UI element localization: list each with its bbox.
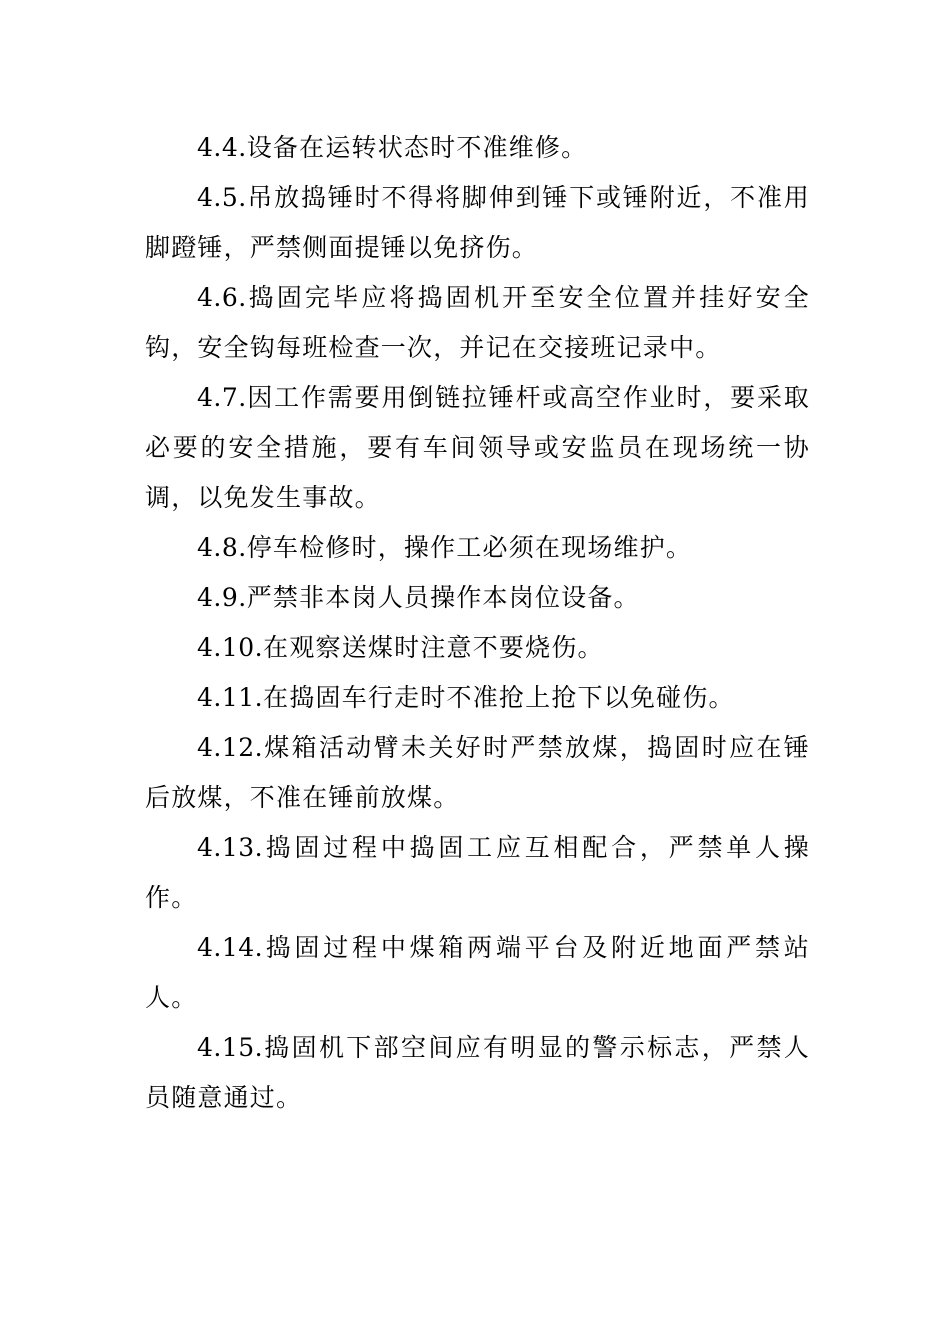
paragraph-text: 捣固过程中捣固工应互相配合，严禁单人操作。: [145, 833, 810, 912]
paragraph-4-8: [145, 523, 810, 573]
paragraph-text: 设备在运转状态时不准维修。: [246, 133, 588, 162]
paragraph-number: 4.14.: [197, 933, 264, 962]
document-body: [145, 123, 810, 1123]
paragraph-4-9: [145, 573, 810, 623]
paragraph-number: 4.12.: [197, 733, 264, 762]
paragraph-4-4: [145, 123, 810, 173]
paragraph-4-15: [145, 1023, 810, 1123]
paragraph-text: 捣固过程中煤箱两端平台及附近地面严禁站人。: [145, 933, 810, 1012]
paragraph-number: 4.4.: [197, 133, 247, 162]
paragraph-4-7: [145, 373, 810, 523]
paragraph-number: 4.15.: [197, 1033, 264, 1062]
paragraph-4-13: [145, 823, 810, 923]
paragraph-4-10: [145, 623, 810, 673]
paragraph-4-14: [145, 923, 810, 1023]
paragraph-number: 4.13.: [197, 833, 264, 862]
paragraph-4-5: [145, 173, 810, 273]
paragraph-number: 4.5.: [197, 183, 247, 212]
paragraph-4-11: [145, 673, 810, 723]
paragraph-number: 4.8.: [197, 533, 247, 562]
paragraph-text: 因工作需要用倒链拉锤杆或高空作业时，要采取必要的安全措施，要有车间领导或安监员在现场统一协调，以免发生事故。: [145, 383, 810, 512]
paragraph-text: 在观察送煤时注意不要烧伤。: [263, 633, 604, 662]
paragraph-number: 4.10.: [197, 633, 264, 662]
paragraph-number: 4.7.: [197, 383, 247, 412]
paragraph-number: 4.6.: [197, 283, 247, 312]
paragraph-4-12: [145, 723, 810, 823]
paragraph-text: 停车检修时，操作工必须在现场维护。: [246, 533, 693, 562]
paragraph-text: 煤箱活动臂未关好时严禁放煤，捣固时应在锤后放煤，不准在锤前放煤。: [145, 733, 810, 812]
paragraph-4-6: [145, 273, 810, 373]
paragraph-number: 4.9.: [197, 583, 247, 612]
paragraph-text: 捣固完毕应将捣固机开至安全位置并挂好安全钩，安全钩每班检查一次，并记在交接班记录中。: [145, 283, 810, 362]
paragraph-text: 捣固机下部空间应有明显的警示标志，严禁人员随意通过。: [145, 1033, 810, 1112]
paragraph-text: 吊放捣锤时不得将脚伸到锤下或锤附近，不准用脚蹬锤，严禁侧面提锤以免挤伤。: [145, 183, 810, 262]
paragraph-text: 在捣固车行走时不准抢上抢下以免碰伤。: [263, 683, 735, 712]
paragraph-number: 4.11.: [197, 683, 264, 712]
paragraph-text: 严禁非本岗人员操作本岗位设备。: [246, 583, 640, 612]
